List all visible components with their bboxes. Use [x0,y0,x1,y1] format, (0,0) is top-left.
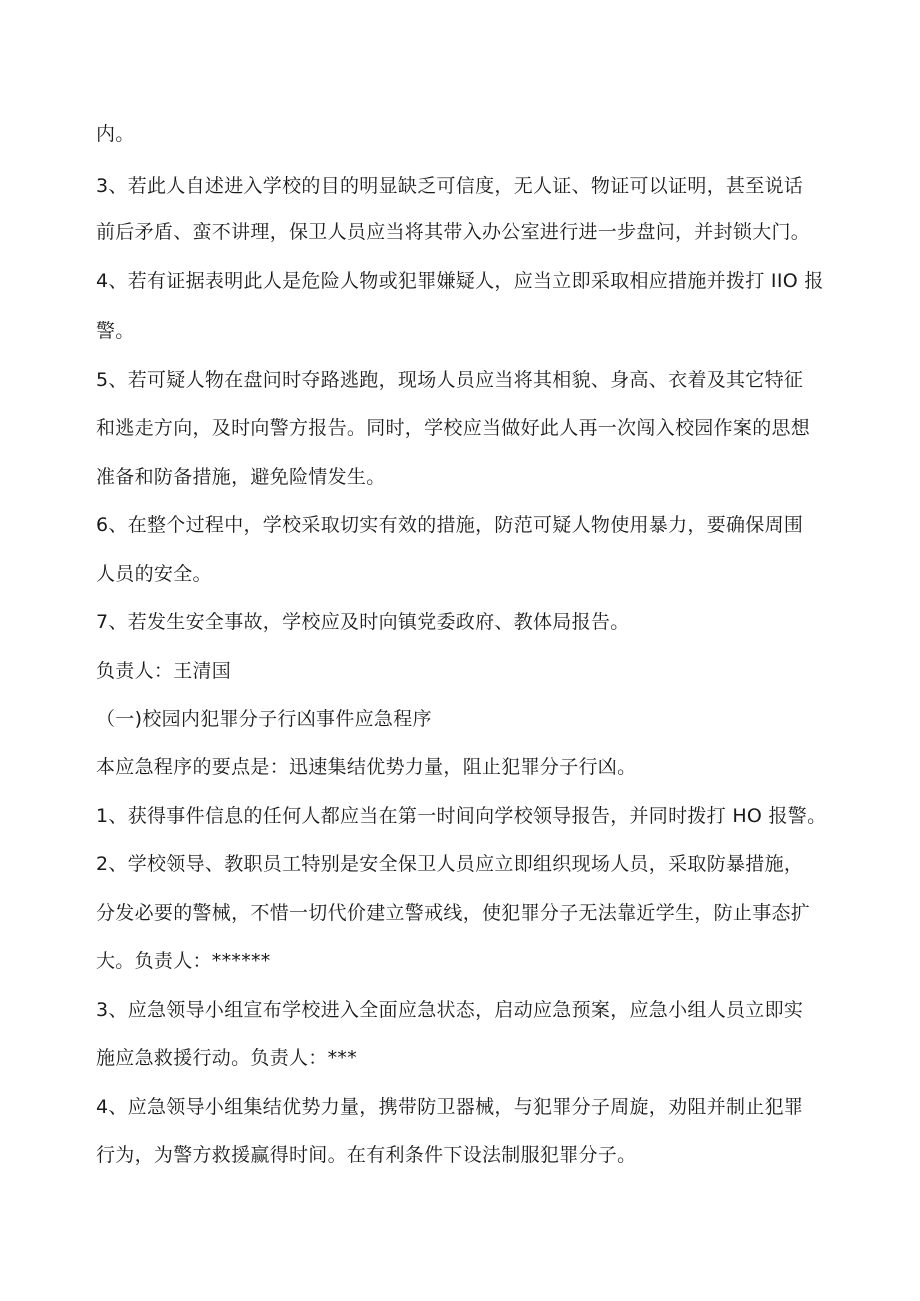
text-line: 3、若此人自述进入学校的目的明显缺乏可信度，无人证、物证可以证明，甚至说话 [96,175,804,197]
text-line: 2、学校领导、教职员工特别是安全保卫人员应立即组织现场人员，采取防暴措施， [96,853,804,875]
section-heading: （一)校园内犯罪分子行凶事件应急程序 [96,708,432,730]
text-line: 6、在整个过程中，学校采取切实有效的措施，防范可疑人物使用暴力，要确保周围 [96,514,804,536]
text-line: 准备和防备措施，避免险情发生。 [96,466,386,488]
text-line: 行为，为警方救援赢得时间。在有利条件下设法制服犯罪分子。 [96,1144,637,1166]
responsible-person: 负责人：王清国 [96,660,232,682]
text-line: 施应急救援行动。负责人：*** [96,1047,358,1069]
text-line: 3、应急领导小组宣布学校进入全面应急状态，启动应急预案，应急小组人员立即实 [96,999,804,1021]
text-line: 前后矛盾、蛮不讲理，保卫人员应当将其带入办公室进行进一步盘问，并封锁大门。 [96,221,811,243]
text-line: 7、若发生安全事故，学校应及时向镇党委政府、教体局报告。 [96,611,630,633]
text-line: 内。 [96,123,135,145]
text-line: 和逃走方向，及时向警方报告。同时，学校应当做好此人再一次闯入校园作案的思想 [96,417,811,439]
text-line: 分发必要的警械，不惜一切代价建立警戒线，使犯罪分子无法靠近学生，防止事态扩 [96,902,811,924]
text-line: 大。负责人：****** [96,950,271,972]
text-line: 人员的安全。 [96,563,212,585]
text-line: 本应急程序的要点是：迅速集结优势力量，阻止犯罪分子行凶。 [96,756,637,778]
text-line: 4、若有证据表明此人是危险人物或犯罪嫌疑人，应当立即采取相应措施并拨打 IIO 报 [96,270,824,292]
text-line: 1、获得事件信息的任何人都应当在第一时间向学校领导报告，并同时拨打 HO 报警。 [96,805,827,827]
text-line: 5、若可疑人物在盘问时夺路逃跑，现场人员应当将其相貌、身高、衣着及其它特征 [96,369,804,391]
text-line: 4、应急领导小组集结优势力量，携带防卫器械，与犯罪分子周旋，劝阻并制止犯罪 [96,1096,804,1118]
text-line: 警。 [96,320,135,342]
